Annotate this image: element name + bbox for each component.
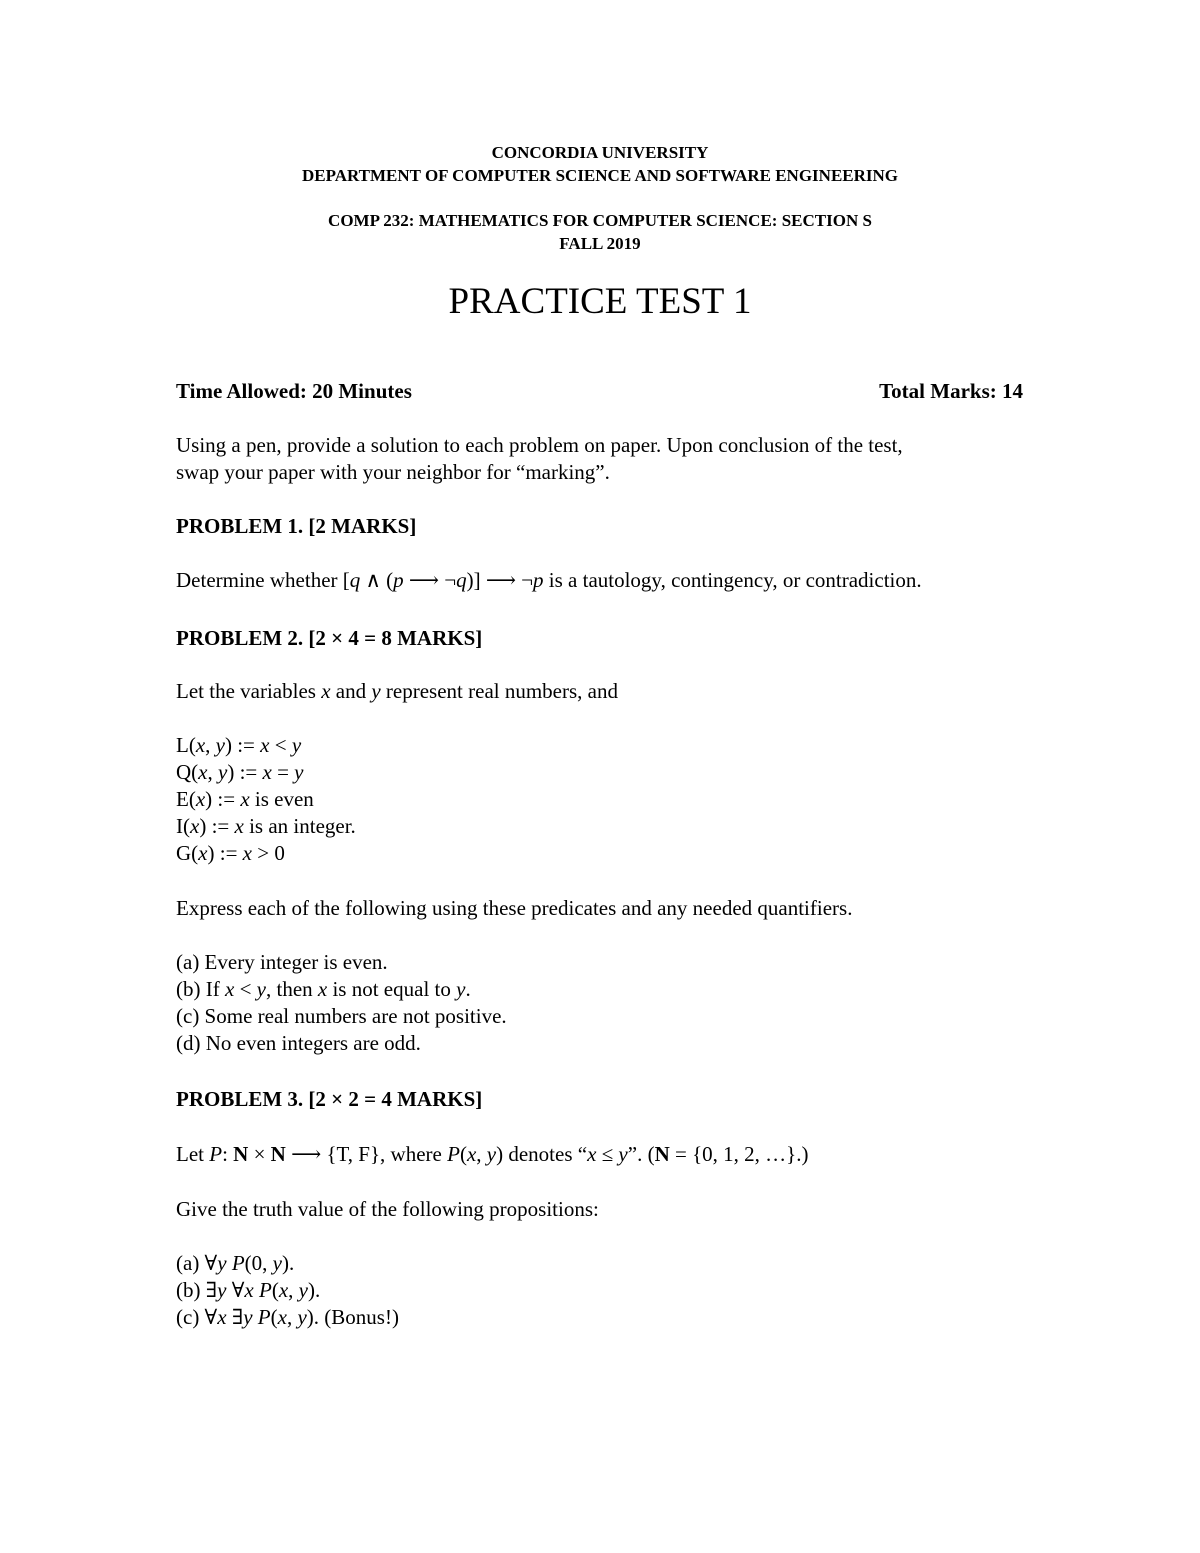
time-allowed: Time Allowed: 20 Minutes (176, 379, 412, 403)
problem-3-part-b: (b) ∃y ∀x P(x, y). (176, 1278, 321, 1302)
page-title: PRACTICE TEST 1 (448, 281, 752, 322)
problem-2-intro: Let the variables x and y represent real numbers, and (176, 679, 618, 703)
problem-2-part-d: (d) No even integers are odd. (176, 1031, 421, 1055)
problem-2-instruction: Express each of the following using these predicates and any needed quantifiers. (176, 896, 853, 920)
problem-3-instruction: Give the truth value of the following propositions: (176, 1197, 599, 1221)
problem-3-definition: Let P: N × N ⟶ {T, F}, where P(x, y) denotes “x ≤ y”. (N = {0, 1, 2, …}.) (176, 1142, 809, 1166)
predicate-integer: I(x) := x is an integer. (176, 814, 356, 838)
department-name: DEPARTMENT OF COMPUTER SCIENCE AND SOFTWARE ENGINEERING (301, 166, 899, 185)
problem-3-part-a: (a) ∀y P(0, y). (176, 1251, 295, 1275)
instructions-line-1: Using a pen, provide a solution to each problem on paper. Upon conclusion of the test, (176, 433, 903, 457)
total-marks: Total Marks: 14 (879, 379, 1023, 403)
course-title: COMP 232: MATHEMATICS FOR COMPUTER SCIENCE: SECTION S (328, 211, 872, 230)
instructions-line-2: swap your paper with your neighbor for “marking”. (176, 460, 610, 484)
university-name: CONCORDIA UNIVERSITY (491, 143, 709, 162)
problem-3-part-c: (c) ∀x ∃y P(x, y). (Bonus!) (176, 1305, 399, 1329)
problem-1-statement: Determine whether [q ∧ (p ⟶ ¬q)] ⟶ ¬p is a tautology, contingency, or contradiction. (176, 568, 922, 592)
problem-2-part-b: (b) If x < y, then x is not equal to y. (176, 977, 471, 1001)
term: FALL 2019 (559, 234, 641, 253)
predicate-even: E(x) := x is even (176, 787, 314, 811)
problem-1-heading: PROBLEM 1. [2 MARKS] (176, 514, 417, 538)
problem-2-part-c: (c) Some real numbers are not positive. (176, 1004, 507, 1028)
problem-2-heading: PROBLEM 2. [2 × 4 = 8 MARKS] (176, 626, 483, 650)
predicate-less-than: L(x, y) := x < y (176, 733, 302, 757)
problem-2-part-a: (a) Every integer is even. (176, 950, 388, 974)
problem-3-heading: PROBLEM 3. [2 × 2 = 4 MARKS] (176, 1087, 483, 1111)
predicate-equal: Q(x, y) := x = y (176, 760, 304, 784)
predicate-positive: G(x) := x > 0 (176, 841, 285, 865)
